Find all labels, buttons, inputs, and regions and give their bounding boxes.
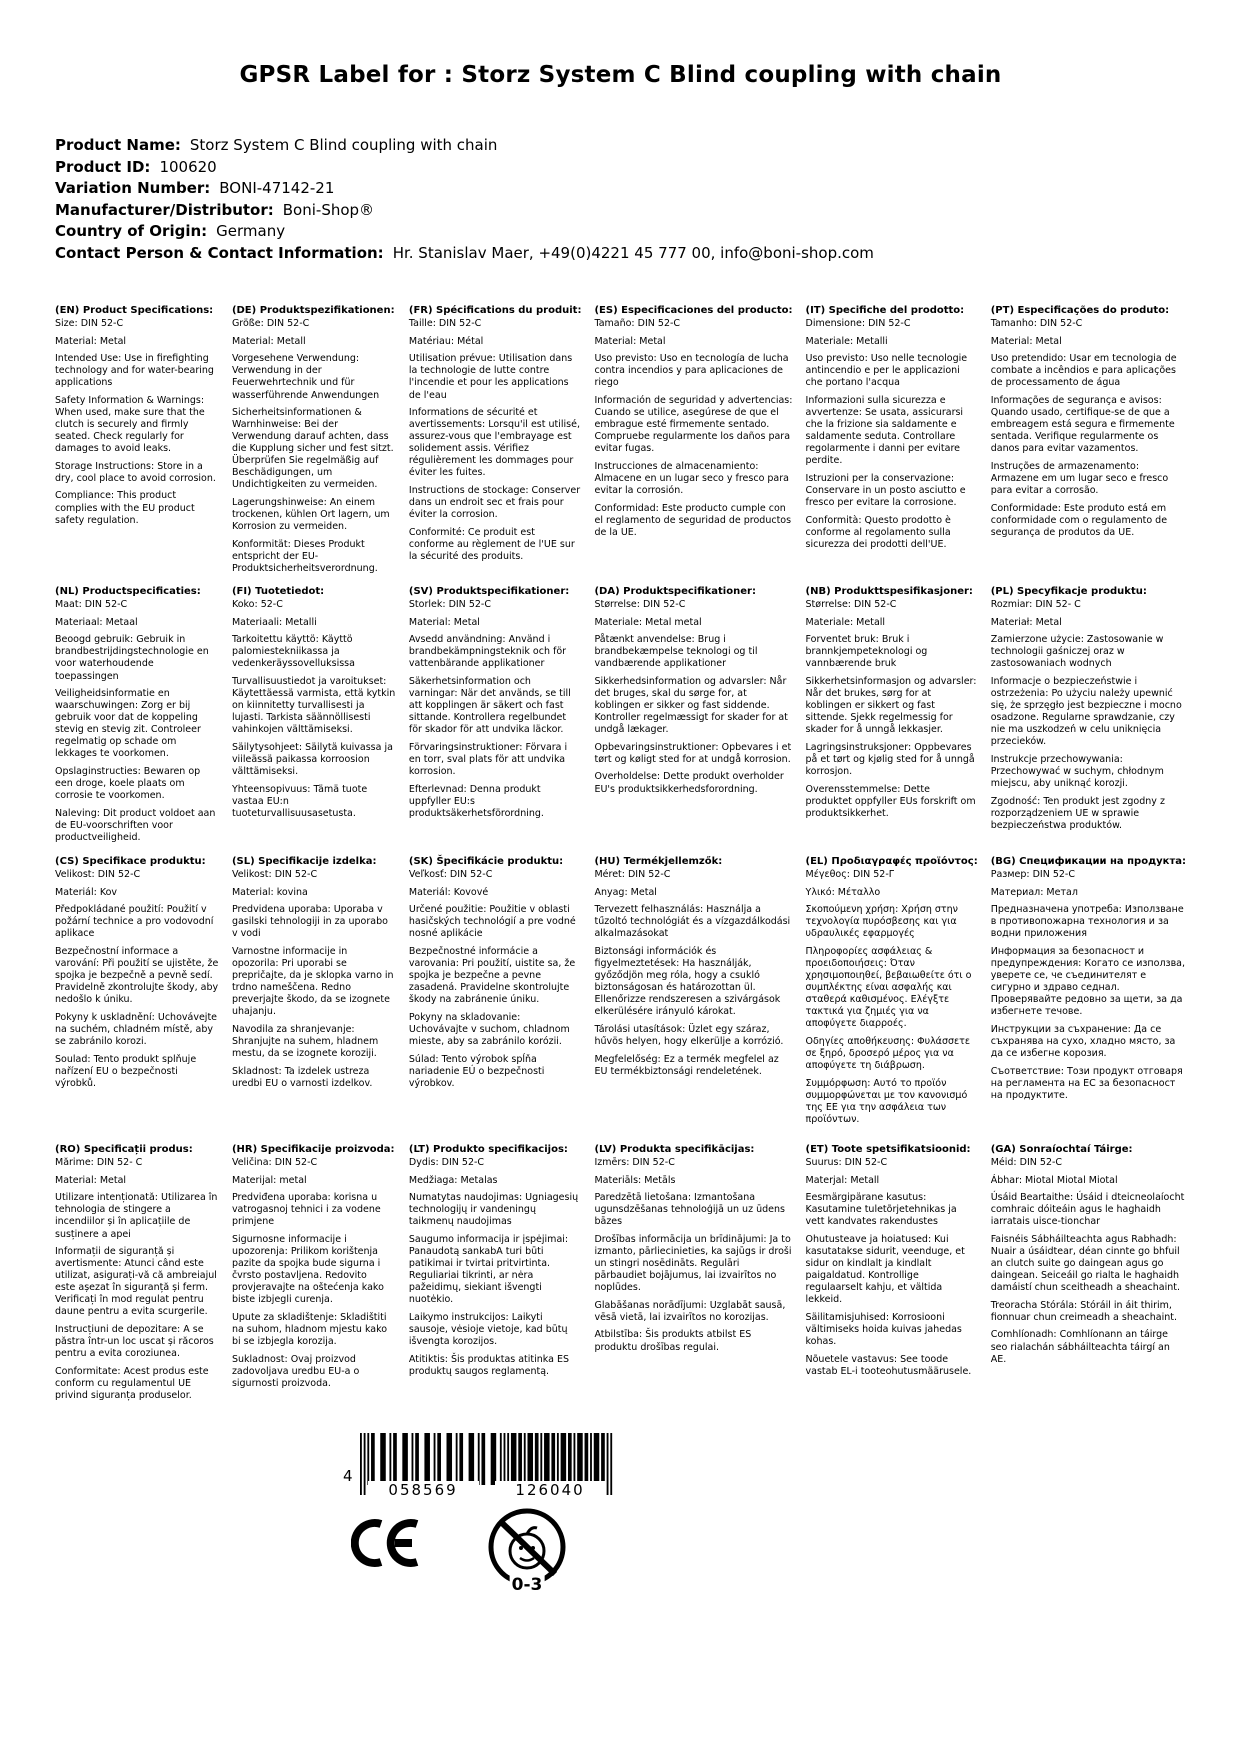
spec-paragraph: Conformidad: Este producto cumple con el reglamento de seguridad de productos de la UE. [594, 502, 792, 538]
spec-paragraph: Pokyny na skladovanie: Uchovávajte v suchom, chladnom mieste, aby sa zabránilo korózii. [408, 1011, 570, 1047]
spec-paragraph: Efterlevnad: Denna produkt uppfyller EU:s produktsäkerhetsförordning. [408, 783, 544, 819]
spec-paragraph: Utilizare intenționată: Utilizarea în tehnologia de stingere a incendiilor și în aplicațiile de susținere a apei [55, 1192, 218, 1240]
language-block-es [594, 304, 792, 585]
spec-paragraph: Upute za skladištenje: Skladištiti na suhom, hladnom mjestu kako bi se izbjegla korozija. [231, 1311, 388, 1347]
spec-paragraph: Safety Information & Warnings: When used, make sure that the clutch is securely and firmly seated. Check regularly for damages to avoid leaks. [55, 395, 205, 455]
spec-paragraph: Určené použitie: Použitie v oblasti hasičských technológií a pre vodné nosné aplikácie [408, 904, 576, 940]
spec-paragraph: Informazioni sulla sicurezza e avvertenze: Se usata, assicurarsi che la frizione sia saldamente e saldamente seduta. Controllare regolarmente i danni per evitare perdite. [805, 395, 964, 467]
spec-paragraph: Overholdelse: Dette produkt overholder EU's produktsikkerhedsforordning. [594, 771, 784, 795]
spec-paragraph: Lagringsinstruksjoner: Oppbevares på et tørt og kjølig sted for å unngå korrosjon. [805, 741, 975, 777]
block-heading: (SK) Špecifikácie produktu: [408, 856, 564, 867]
block-heading: (HR) Specifikacije proizvoda: [231, 1144, 395, 1155]
spec-paragraph: Υλικό: Μέταλλο [805, 886, 881, 898]
language-block-ga [991, 1143, 1186, 1407]
barcode-digit-group-2: 126040 [495, 1481, 606, 1499]
spec-paragraph: Συμμόρφωση: Αυτό το προϊόν συμμορφώνεται με τον κανονισμό της ΕΕ για την ασφάλεια των προϊόντων. [805, 1077, 968, 1125]
spec-paragraph: Bezpečnostné informácie a varovania: Pri použití, uistite sa, že spojka je bezpečne a pevne zasadená. Pravidelne skontrolujte škody na zabránenie úniku. [408, 946, 576, 1006]
spec-paragraph: Glabāšanas norādījumi: Uzglabāt sausā, vēsā vietā, lai izvairītos no korozijas. [594, 1299, 786, 1323]
language-block-lt [409, 1143, 582, 1407]
spec-paragraph: Naleving: Dit product voldoet aan de EU-voorschriften voor productveiligheid. [55, 807, 216, 843]
block-heading: (LT) Produkto specifikacijos: [408, 1144, 568, 1155]
spec-paragraph: Drošības informācija un brīdinājumi: Ja to izmanto, pārliecinieties, ka sajūgs ir droši un stingri nosēdināts. Regulāri pārbaudiet bojājumus, lai izvairītos no noplūdes. [594, 1234, 792, 1294]
spec-paragraph: Οδηγίες αποθήκευσης: Φυλάσσετε σε ξηρό, δροσερό μέρος για να αποφύγετε τη διάβρωση. [805, 1035, 970, 1072]
spec-paragraph: Nõuetele vastavus: See toode vastab EL-i tooteohutusmäärusele. [805, 1353, 972, 1377]
spec-paragraph: Storlek: DIN 52-C [408, 599, 491, 611]
spec-paragraph: Material: kovina [231, 886, 308, 898]
spec-paragraph: Size: DIN 52-C [55, 318, 124, 330]
spec-paragraph: Materjal: Metall [805, 1174, 880, 1186]
language-block-en [55, 304, 219, 585]
spec-paragraph: Conformitate: Acest produs este conform cu regulamentul UE privind siguranța produselor. [55, 1365, 209, 1401]
spec-paragraph: Materiál: Kov [55, 886, 118, 898]
spec-paragraph: Pokyny k uskladnění: Uchovávejte na suchém, chladném místě, aby se zabránilo korozi. [55, 1011, 218, 1047]
spec-paragraph: Úsáid Beartaithe: Úsáid i dteicneolaíocht comhraic dóiteáin agus le haghaidh iarratais uisce-tionchar [990, 1192, 1185, 1228]
spec-paragraph: Ábhar: Miotal Miotal Miotal [990, 1174, 1118, 1186]
barcode-digit-group-1: 058569 [368, 1481, 479, 1499]
language-block-lv [594, 1143, 792, 1407]
block-heading: (NL) Productspecificaties: [55, 586, 201, 597]
language-block-cs [55, 855, 219, 1143]
spec-paragraph: Informações de segurança e avisos: Quando usado, certifique-se de que a embreagem está segura e firmemente sentada. Verifique regularmente os danos para evitar vazamentos. [990, 395, 1175, 455]
spec-paragraph: Instructions de stockage: Conserver dans un endroit sec et frais pour éviter la corrosion. [408, 484, 581, 521]
product-field-label: Contact Person & Contact Information: [55, 243, 384, 262]
spec-paragraph: Rozmiar: DIN 52- C [990, 599, 1081, 611]
product-field-row [55, 200, 1186, 222]
block-heading: (NB) Produkttspesifikasjoner: [805, 586, 973, 597]
spec-paragraph: Predvidena uporaba: Uporaba v gasilski tehnologiji in za uporabo v vodi [231, 904, 388, 940]
spec-paragraph: Atbilstība: Šis produkts atbilst ES produktu drošības regulai. [594, 1329, 752, 1353]
product-field-row [55, 243, 1186, 265]
spec-paragraph: Vorgesehene Verwendung: Verwendung in der Feuerwehrtechnik und für wasserführende Anwendungen [231, 353, 380, 401]
compliance-symbols [351, 1517, 923, 1597]
spec-paragraph: Material: Metal [594, 335, 666, 347]
spec-paragraph: Faisnéis Sábháilteachta agus Rabhadh: Nuair a úsáidtear, déan cinnte go bhfuil an clutch suite go daingean agus go daingean. Seiceáil go rialta le haghaidh damáistí chun sceitheadh a sheachaint. [990, 1234, 1181, 1294]
language-block-pt [991, 304, 1186, 585]
block-heading: (GA) Sonraíochtaí Táirge: [990, 1144, 1133, 1155]
page-title: GPSR Label for : Storz System C Blind coupling with chain [239, 62, 1002, 88]
spec-paragraph: Materiaal: Metaal [55, 616, 138, 628]
barcode-bars-column [360, 1433, 614, 1499]
spec-paragraph: Veiligheidsinformatie en waarschuwingen: Zorg er bij gebruik voor dat de koppeling stevig en stevig zit. Controleer regelmatig op schade om lekkages te voorkomen. [55, 688, 201, 760]
spec-paragraph: Material: Metal [55, 335, 127, 347]
spec-paragraph: Informații de siguranță și avertismente: Atunci când este utilizat, asigurați-vă că ambreiajul este așezat în siguranță și ferm. Verificați în mod regulat pentru daune pentru a evita scurgerile. [55, 1246, 217, 1318]
spec-paragraph: Conformità: Questo prodotto è conforme al regolamento sulla sicurezza dei prodotti dell'UE. [805, 514, 951, 550]
spec-paragraph: Sukladnost: Ovaj proizvod zadovoljava uredbu EU-a o sigurnosti proizvoda. [231, 1353, 360, 1389]
spec-paragraph: Istruzioni per la conservazione: Conservare in un posto asciutto e fresco per evitare la corrosione. [805, 472, 966, 508]
language-block-nb [806, 585, 978, 855]
spec-paragraph: Tamanho: DIN 52-C [990, 318, 1083, 330]
spec-paragraph: Anyag: Metal [594, 886, 657, 898]
product-field-row [55, 178, 1186, 200]
spec-paragraph: Materiāls: Metāls [594, 1174, 676, 1186]
spec-paragraph: Compliance: This product complies with the EU product safety regulation. [55, 490, 195, 526]
spec-paragraph: Turvallisuustiedot ja varoitukset: Käytettäessä varmista, että kytkin on kiinnitetty turvallisesti ja lujasti. Tarkista säännöllisesti vahinkojen välttämiseksi. [231, 676, 396, 736]
block-heading: (ES) Especificaciones del producto: [594, 305, 793, 316]
product-field-row [55, 157, 1186, 179]
spec-paragraph: Numatytas naudojimas: Ugniagesių technologijų ir vandeningų taikmenų naudojimas [408, 1192, 579, 1228]
spec-paragraph: Πληροφορίες ασφάλειας & προειδοποιήσεις: Όταν χρησιμοποιηθεί, βεβαιωθείτε ότι ο συμπλέκτης είναι ασφαλής και σταθερά καθισμένος. Ελέγξτε τακτικά για ζημιές για να αποφύγετε διαρροές. [805, 946, 972, 1030]
spec-paragraph: Eesmärgipärane kasutus: Kasutamine tuletõrjetehnikas ja vett kandvates rakendustes [805, 1192, 957, 1228]
language-block-hu [594, 855, 792, 1143]
spec-paragraph: Utilisation prévue: Utilisation dans la technologie de lutte contre l'incendie et pour les applications de l'eau [408, 353, 573, 401]
language-block-da [594, 585, 792, 855]
spec-paragraph: Μέγεθος: DIN 52-Γ [805, 869, 895, 881]
language-block-de [232, 304, 396, 585]
spec-paragraph: Bezpečnostní informace a varování: Při použití se ujistěte, že spojka je bezpečně a pevně sedí. Pravidelně zkontrolujte škody, aby nedošlo k úniku. [55, 946, 219, 1006]
barcode-digits [360, 1481, 614, 1499]
spec-paragraph: Информация за безопасност и предупреждения: Когато се използва, уверете се, че съединителят е сигурно и здраво седнал. Проверявайте редовно за щети, за да избегнете течове. [990, 946, 1186, 1018]
spec-paragraph: Uso previsto: Uso nelle tecnologie antincendio e per le applicazioni che portano l'acqua [805, 353, 968, 389]
footer-symbols [343, 1433, 923, 1597]
product-field-value: BONI-47142-21 [219, 179, 335, 197]
spec-paragraph: Informations de sécurité et avertissements: Lorsqu'il est utilisé, assurez-vous que l'embrayage est solidement assis. Vérifiez régulièrement les dommages pour éviter les fuites. [408, 407, 580, 479]
language-block-nl [55, 585, 219, 855]
spec-paragraph: Dydis: DIN 52-C [408, 1157, 485, 1169]
spec-paragraph: Velikost: DIN 52-C [55, 869, 141, 881]
spec-paragraph: Biztonsági információk és figyelmeztetések: Ha használják, győződjön meg róla, hogy a csukló biztonságosan és határozottan ül. Ellenőrizze rendszeresen a szivárgások elkerülésére irányuló károkat. [594, 946, 781, 1018]
language-block-sv [409, 585, 582, 855]
spec-paragraph: Laikymo instrukcijos: Laikyti sausoje, vėsioje vietoje, kad būtų išvengta korozijos. [408, 1311, 568, 1347]
block-heading: (LV) Produkta specifikācijas: [594, 1144, 755, 1155]
block-heading: (EL) Προδιαγραφές προϊόντος: [805, 856, 978, 867]
spec-paragraph: Lagerungshinweise: An einem trockenen, kühlen Ort lagern, um Korrosion zu vermeiden. [231, 497, 390, 533]
spec-paragraph: Navodila za shranjevanje: Shranjujte na suhem, hladnem mestu, da se izognete koroziji. [231, 1023, 379, 1059]
language-block-sk [409, 855, 582, 1143]
block-heading: (ET) Toote spetsifikatsioonid: [805, 1144, 971, 1155]
language-grid [55, 304, 1186, 1407]
language-block-it [806, 304, 978, 585]
block-heading: (EN) Product Specifications: [55, 305, 214, 316]
spec-paragraph: Størrelse: DIN 52-C [805, 599, 897, 611]
spec-paragraph: Material: Metal [408, 616, 480, 628]
spec-paragraph: Forventet bruk: Bruk i brannkjempeteknologi og vannbærende bruk [805, 634, 928, 670]
spec-paragraph: Instrucțiuni de depozitare: A se păstra într-un loc uscat și răcoros pentru a evita coroziunea. [55, 1323, 214, 1360]
product-field-label: Product Name: [55, 136, 181, 154]
spec-paragraph: Treoracha Stórála: Stóráil in áit thirim, fionnuar chun creimeadh a sheachaint. [990, 1299, 1177, 1323]
spec-paragraph: Материал: Метал [990, 886, 1078, 898]
spec-paragraph: Súlad: Tento výrobok spĺňa nariadenie EÚ o bezpečnosti výrobkov. [408, 1053, 545, 1089]
product-field-label: Country of Origin: [55, 222, 208, 240]
product-field-value: Storz System C Blind coupling with chain [189, 136, 498, 154]
language-block-bg [991, 855, 1186, 1143]
spec-paragraph: Material: Metal [990, 335, 1062, 347]
spec-paragraph: Intended Use: Use in firefighting technology and for water-bearing applications [55, 353, 214, 389]
language-block-ro [55, 1143, 219, 1407]
spec-paragraph: Instrukcje przechowywania: Przechowywać w suchym, chłodnym miejscu, aby uniknąć korozji. [990, 753, 1164, 789]
spec-paragraph: Konformität: Dieses Produkt entspricht der EU-Produktsicherheitsverordnung. [231, 538, 378, 574]
block-heading: (DE) Produktspezifikationen: [231, 305, 395, 316]
spec-paragraph: Suurus: DIN 52-C [805, 1157, 888, 1169]
spec-paragraph: Soulad: Tento produkt splňuje nařízení EU o bezpečnosti výrobků. [55, 1053, 197, 1089]
product-field-value: 100620 [159, 157, 217, 176]
block-heading: (PL) Specyfikacje produktu: [990, 586, 1147, 597]
product-field-row [55, 221, 1186, 243]
spec-paragraph: Инструкции за съхранение: Да се съхранява на сухо, хладно място, за да се избегне корозия. [990, 1023, 1176, 1059]
block-heading: (SV) Produktspecifikationer: [408, 586, 570, 597]
spec-paragraph: Předpokládané použití: Použití v požární technice a pro vodovodní aplikace [55, 904, 214, 940]
spec-paragraph: Sigurnosne informacije i upozorenja: Prilikom korištenja pazite da spojka bude sigurna i čvrsto postavljena. Redovito provjeravajte na oštećenja kako biste izbjegli curenja. [231, 1234, 384, 1306]
spec-paragraph: Materiál: Kovové [408, 886, 489, 898]
spec-paragraph: Säilitamisjuhised: Korrosiooni vältimiseks hoida kuivas jahedas kohas. [805, 1311, 962, 1347]
spec-paragraph: Mărime: DIN 52- C [55, 1157, 143, 1169]
spec-paragraph: Veľkosť: DIN 52-C [408, 869, 493, 881]
product-field-value: Germany [216, 222, 286, 240]
spec-paragraph: Størrelse: DIN 52-C [594, 599, 686, 611]
spec-paragraph: Megfelelőség: Ez a termék megfelel az EU termékbiztonsági rendeletének. [594, 1053, 779, 1077]
spec-paragraph: Conformidade: Este produto está em conformidade com o regulamento de segurança de produtos da UE. [990, 502, 1168, 538]
block-heading: (FR) Spécifications du produit: [408, 305, 582, 316]
spec-paragraph: Yhteensopivuus: Tämä tuote vastaa EU:n tuoteturvallisuusasetusta. [231, 783, 368, 819]
block-heading: (IT) Specifiche del prodotto: [805, 305, 965, 316]
spec-paragraph: Opslaginstructies: Bewaren op een droge, koele plaats om corrosie te voorkomen. [55, 765, 201, 802]
spec-paragraph: Koko: 52-C [231, 599, 283, 611]
spec-paragraph: Conformité: Ce produit est conforme au règlement de l'UE sur la sécurité des produits. [408, 526, 575, 562]
spec-paragraph: Größe: DIN 52-C [231, 318, 310, 330]
spec-paragraph: Matériau: Métal [408, 335, 484, 347]
spec-paragraph: Predviđena uporaba: korisna u vatrogasnoj tehnici i za vodene primjene [231, 1192, 381, 1228]
product-field-label: Product ID: [55, 157, 151, 176]
ce-mark-icon [351, 1517, 421, 1569]
spec-paragraph: Tamaño: DIN 52-C [594, 318, 681, 330]
block-heading: (BG) Спецификации на продукта: [990, 856, 1186, 867]
spec-paragraph: Materiale: Metall [805, 616, 886, 628]
block-heading: (PT) Especificações do produto: [990, 305, 1170, 316]
block-heading: (CS) Specifikace produktu: [55, 856, 206, 867]
spec-paragraph: Atitiktis: Šis produktas atitinka ES produktų saugos reglamentą. [408, 1353, 570, 1377]
spec-paragraph: Avsedd användning: Använd i brandbekämpningsteknik och för vattenbärande applikationer [408, 634, 567, 670]
product-field-label: Manufacturer/Distributor: [55, 200, 274, 219]
spec-paragraph: Zamierzone użycie: Zastosowanie w technologii gaśniczej oraz w zastosowaniach wodnych [990, 634, 1164, 670]
spec-paragraph: Material: Metall [231, 335, 306, 347]
language-block-el [806, 855, 978, 1143]
spec-paragraph: Materiale: Metal metal [594, 616, 702, 628]
product-field-row [55, 135, 1186, 157]
spec-paragraph: Materijal: metal [231, 1174, 307, 1186]
spec-paragraph: Zgodność: Ten produkt jest zgodny z rozporządzeniem UE w sprawie bezpieczeństwa produktów. [990, 795, 1165, 831]
block-heading: (DA) Produktspecifikationer: [594, 586, 756, 597]
spec-paragraph: Saugumo informacija ir įspėjimai: Panaudotą sankabA turi būti patikimai ir tvirtai pritvirtinta. Reguliariai tikrinti, ar nėra pažeidimų, siekiant išvengti nuotėkio. [408, 1234, 569, 1306]
spec-paragraph: Material: Metal [55, 1174, 127, 1186]
block-heading: (RO) Specificații produs: [55, 1144, 193, 1155]
spec-paragraph: Paredzētā lietošana: Izmantošana ugunsdzēšanas tehnoloģijā un uz ūdens bāzes [594, 1192, 785, 1228]
spec-paragraph: Размер: DIN 52-C [990, 869, 1075, 881]
product-info [55, 135, 1186, 264]
spec-paragraph: Uso previsto: Uso en tecnología de lucha contra incendios y para aplicaciones de riego [594, 353, 789, 389]
language-block-sl [232, 855, 396, 1143]
barcode-lead-digit: 4 [343, 1467, 353, 1486]
spec-paragraph: Veličina: DIN 52-C [231, 1157, 318, 1169]
spec-paragraph: Sikkerhetsinformasjon og advarsler: Når det brukes, sørg for at koblingen er sikkert og fast sittende. Sjekk regelmessig for skader for å unngå lekkasjer. [805, 676, 977, 736]
spec-paragraph: Méid: DIN 52-C [990, 1157, 1063, 1169]
spec-paragraph: Instrucciones de almacenamiento: Almacene en un lugar seco y fresco para evitar la corrosión. [594, 460, 789, 496]
product-field-value: Boni-Shop® [282, 200, 375, 219]
spec-paragraph: Sicherheitsinformationen & Warnhinweise: Bei der Verwendung darauf achten, dass die Kupplung sicher und fest sitzt. Überprüfen Sie regelmäßig auf Beschädigungen, um Undichtigkeiten zu vermeiden. [231, 407, 394, 491]
spec-paragraph: Tarkoitettu käyttö: Käyttö palomiestekniikassa ja vedenkeräyssovelluksissa [231, 634, 355, 670]
product-field-label: Variation Number: [55, 179, 211, 197]
spec-paragraph: Medžiaga: Metalas [408, 1174, 498, 1186]
age-warning [483, 1505, 571, 1597]
language-block-pl [991, 585, 1186, 855]
spec-paragraph: Предназначена употреба: Използване в противопожарна технология и за водни приложения [990, 904, 1184, 940]
spec-paragraph: Materiał: Metal [990, 616, 1062, 628]
spec-paragraph: Säkerhetsinformation och varningar: När det används, se till att kopplingen är säkert och fast sittande. Kontrollera regelbundet för skador för att undvika läckor. [408, 676, 571, 736]
spec-paragraph: Méret: DIN 52-C [594, 869, 671, 881]
spec-paragraph: Taille: DIN 52-C [408, 318, 482, 330]
language-block-et [806, 1143, 978, 1407]
spec-paragraph: Maat: DIN 52-C [55, 599, 128, 611]
block-heading: (FI) Tuotetiedot: [231, 586, 325, 597]
spec-paragraph: Säilytysohjeet: Säilytä kuivassa ja viileässä paikassa korroosion välttämiseksi. [231, 741, 393, 777]
spec-paragraph: Velikost: DIN 52-C [231, 869, 318, 881]
barcode [343, 1433, 923, 1499]
spec-paragraph: Påtænkt anvendelse: Brug i brandbekæmpelse teknologi og til vandbærende applikationer [594, 634, 758, 670]
spec-paragraph: Tervezett felhasználás: Használja a tűzoltó technológiát és a vízgazdálkodási alkalmazásokat [594, 904, 791, 940]
spec-paragraph: Varnostne informacije in opozorila: Pri uporabi se prepričajte, da je sklopka varno in trdno nameščena. Redno preverjajte škodo, da se izognete uhajanju. [231, 946, 394, 1018]
spec-paragraph: Opbevaringsinstruktioner: Opbevares i et tørt og køligt sted for at undgå korrosion. [594, 741, 792, 765]
block-heading: (HU) Termékjellemzők: [594, 856, 723, 867]
spec-paragraph: Materiale: Metalli [805, 335, 888, 347]
spec-paragraph: Instruções de armazenamento: Armazene em um lugar seco e fresco para evitar a corrosão. [990, 460, 1169, 496]
language-block-hr [232, 1143, 396, 1407]
block-heading: (SL) Specifikacije izdelka: [231, 856, 377, 867]
age-warning-label: 0-3 [511, 1575, 543, 1596]
language-block-fr [409, 304, 582, 585]
spec-paragraph: Storage Instructions: Store in a dry, cool place to avoid corrosion. [55, 460, 216, 484]
spec-paragraph: Skladnost: Ta izdelek ustreza uredbi EU o varnosti izdelkov. [231, 1065, 373, 1089]
spec-paragraph: Σκοπούμενη χρήση: Χρήση στην τεχνολογία πυρόσβεσης και για υδραυλικές εφαρμογές [805, 904, 958, 940]
spec-paragraph: Dimensione: DIN 52-C [805, 318, 911, 330]
spec-paragraph: Uso pretendido: Usar em tecnologia de combate a incêndios e para aplicações de processamento de água [990, 353, 1177, 389]
spec-paragraph: Beoogd gebruik: Gebruik in brandbestrijdingstechnologie en voor waterhoudende toepassingen [55, 634, 209, 682]
spec-paragraph: Izmērs: DIN 52-C [594, 1157, 675, 1169]
spec-paragraph: Sikkerhedsinformation og advarsler: Når det bruges, skal du sørge for, at koblingen er sikker og fast siddende. Kontroller regelmæssigt for skader for at undgå lækager. [594, 676, 788, 736]
spec-paragraph: Förvaringsinstruktioner: Förvara i en torr, sval plats för att undvika korrosion. [408, 741, 568, 777]
spec-paragraph: Съответствие: Този продукт отговаря на регламента на ЕС за безопасност на продуктите. [990, 1065, 1183, 1101]
spec-paragraph: Ohutusteave ja hoiatused: Kui kasutatakse sidurit, veenduge, et sidur on kindlalt ja kindlalt paigaldatud. Kontrollige regulaarselt kahju, et vältida lekkeid. [805, 1234, 965, 1306]
language-block-fi [232, 585, 396, 855]
spec-paragraph: Información de seguridad y advertencias: Cuando se utilice, asegúrese de que el embrague esté firmemente sentado. Compruebe regularmente los daños para evitar fugas. [594, 395, 793, 455]
spec-paragraph: Tárolási utasítások: Üzlet egy száraz, hűvös helyen, hogy elkerülje a korrózió. [594, 1023, 784, 1047]
spec-paragraph: Materiaali: Metalli [231, 616, 317, 628]
spec-paragraph: Informacje o bezpieczeństwie i ostrzeżenia: Po użyciu należy upewnić się, że sprzęgło jest bezpieczne i mocno osadzone. Regularne sprawdzanie, czy nie ma uszkodzeń w celu uniknięcia przecieków. [990, 676, 1182, 748]
spec-paragraph: Overensstemmelse: Dette produktet oppfyller EUs forskrift om produktsikkerhet. [805, 783, 976, 819]
spec-paragraph: Comhlíonadh: Comhlíonann an táirge seo rialachán sábháilteachta táirgí an AE. [990, 1329, 1170, 1365]
product-field-value: Hr. Stanislav Maer, +49(0)4221 45 777 00, info@boni-shop.com [392, 243, 874, 262]
